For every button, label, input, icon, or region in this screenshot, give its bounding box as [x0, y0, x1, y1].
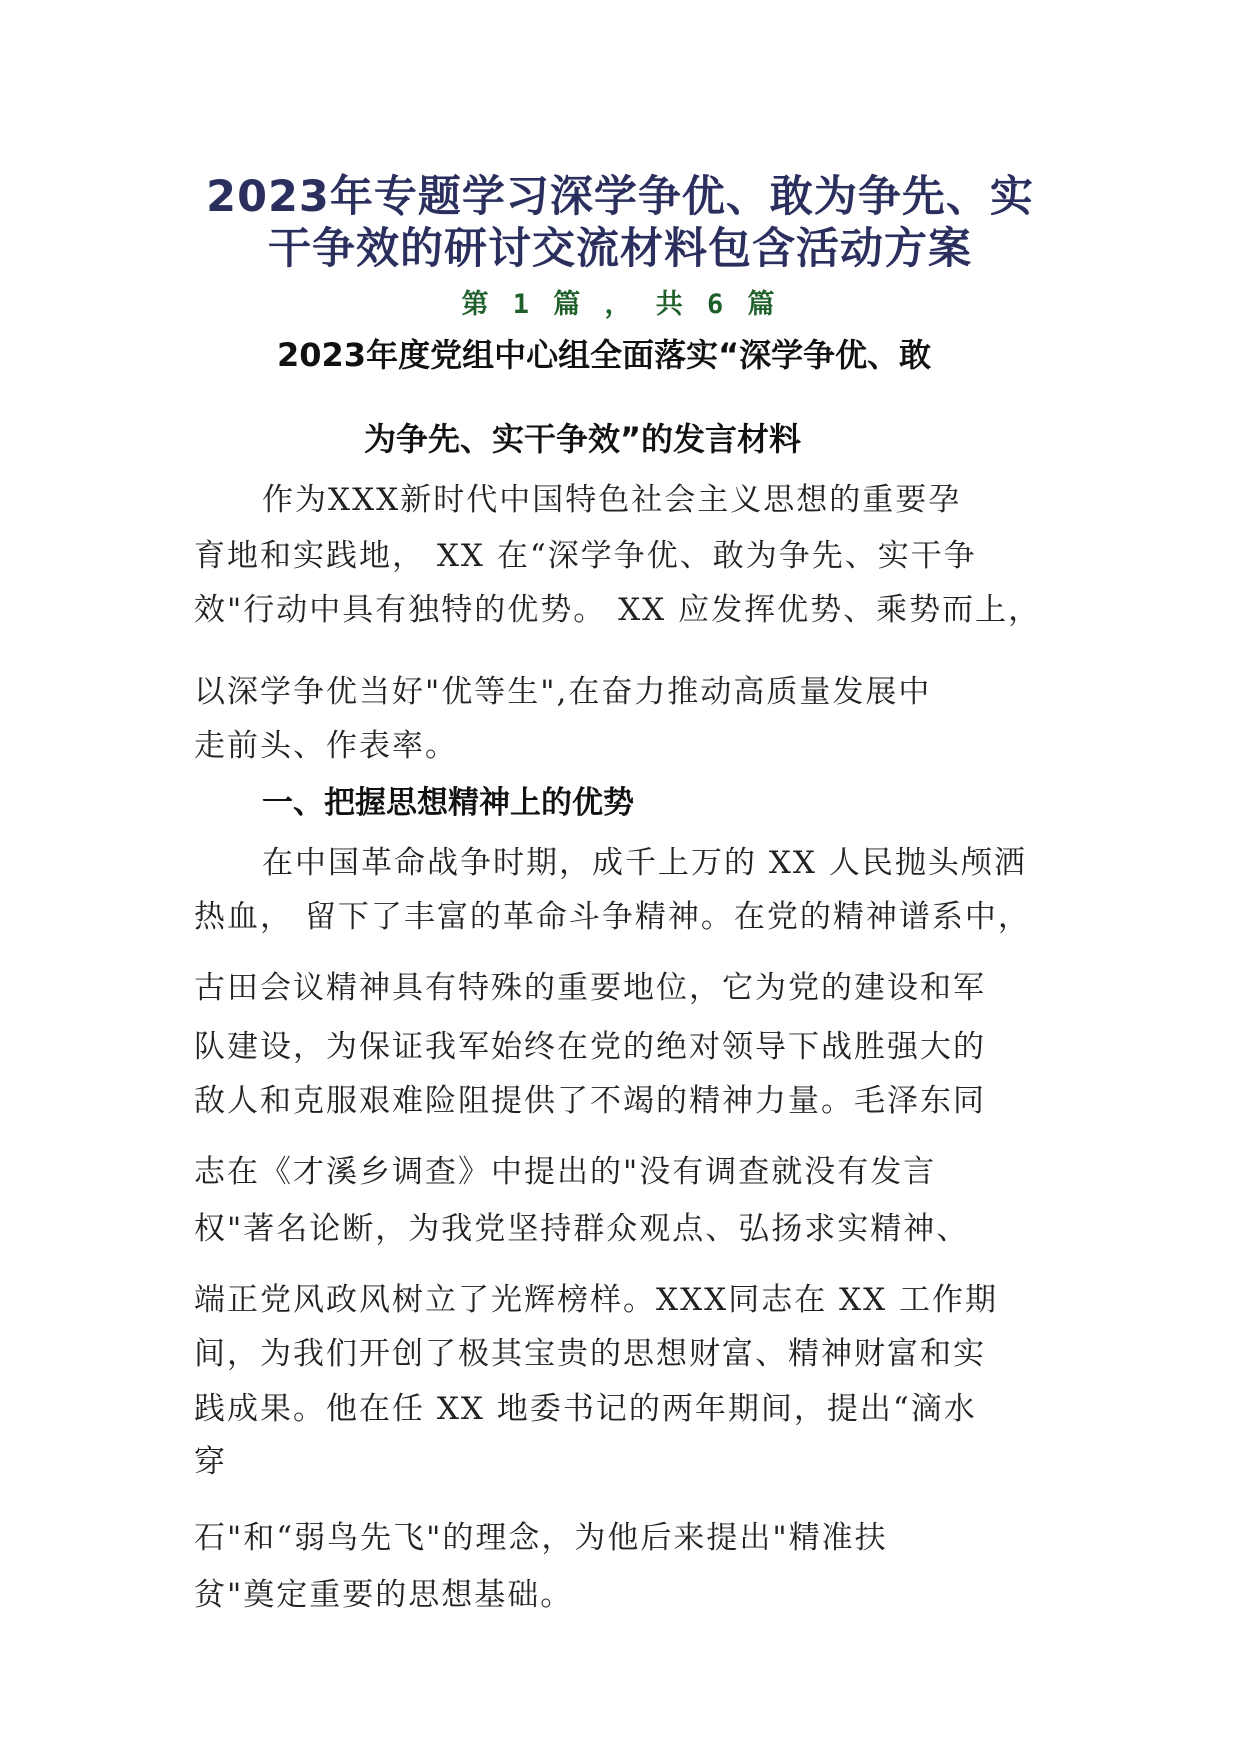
intro-line: 作为XXX新时代中国特色社会主义思想的重要孕 [262, 482, 962, 518]
paragraph-line: 权"著名论断，为我党坚持群众观点、弘扬求实精神、 [194, 1211, 970, 1247]
section-heading: 一、把握思想精神上的优势 [262, 785, 634, 821]
paragraph-line: 古田会议精神具有特殊的重要地位，它为党的建设和军 [194, 970, 986, 1006]
paragraph-line: 志在《才溪乡调查》中提出的"没有调查就没有发言 [194, 1154, 937, 1190]
intro-line: 效"行动中具有独特的优势。 XX 应发挥优势、乘势而上， [194, 592, 1042, 628]
paragraph-line: 端正党风政风树立了光辉榜样。XXX同志在 XX 工作期 [194, 1282, 999, 1318]
paragraph-line: 队建设，为保证我军始终在党的绝对领导下战胜强大的 [194, 1029, 986, 1065]
paragraph-line: 在中国革命战争时期，成千上万的 XX 人民抛头颅洒 [262, 845, 1027, 881]
paragraph-line: 敌人和克服艰难险阻提供了不竭的精神力量。毛泽东同 [194, 1083, 986, 1119]
paragraph-line: 石"和“弱鸟先飞"的理念，为他后来提出"精准扶 [194, 1520, 888, 1556]
article-counter: 第 1 篇 ， 共 6 篇 [461, 289, 779, 320]
intro-line: 以深学争优当好"优等生",在奋力推动高质量发展中 [194, 674, 932, 710]
intro-line: 育地和实践地， XX 在“深学争优、敢为争先、实干争 [194, 538, 977, 574]
paragraph-line: 贫"奠定重要的思想基础。 [194, 1577, 574, 1613]
paragraph-line: 穿 [194, 1444, 227, 1480]
paragraph-line: 间，为我们开创了极其宝贵的思想财富、精神财富和实 [194, 1336, 986, 1372]
paragraph-line: 热血， 留下了丰富的革命斗争精神。在党的精神谱系中， [194, 899, 1031, 935]
document-title-line-2: 干争效的研讨交流材料包含活动方案 [268, 224, 972, 274]
document-title-line-1: 2023年专题学习深学争优、敢为争先、实 [206, 172, 1034, 222]
article-subtitle-line-2: 为争先、实干争效”的发言材料 [364, 420, 802, 458]
paragraph-line: 践成果。他在任 XX 地委书记的两年期间，提出“滴水 [194, 1391, 977, 1427]
article-subtitle-line-1: 2023年度党组中心组全面落实“深学争优、敢 [277, 336, 932, 374]
intro-line: 走前头、作表率。 [194, 728, 458, 764]
